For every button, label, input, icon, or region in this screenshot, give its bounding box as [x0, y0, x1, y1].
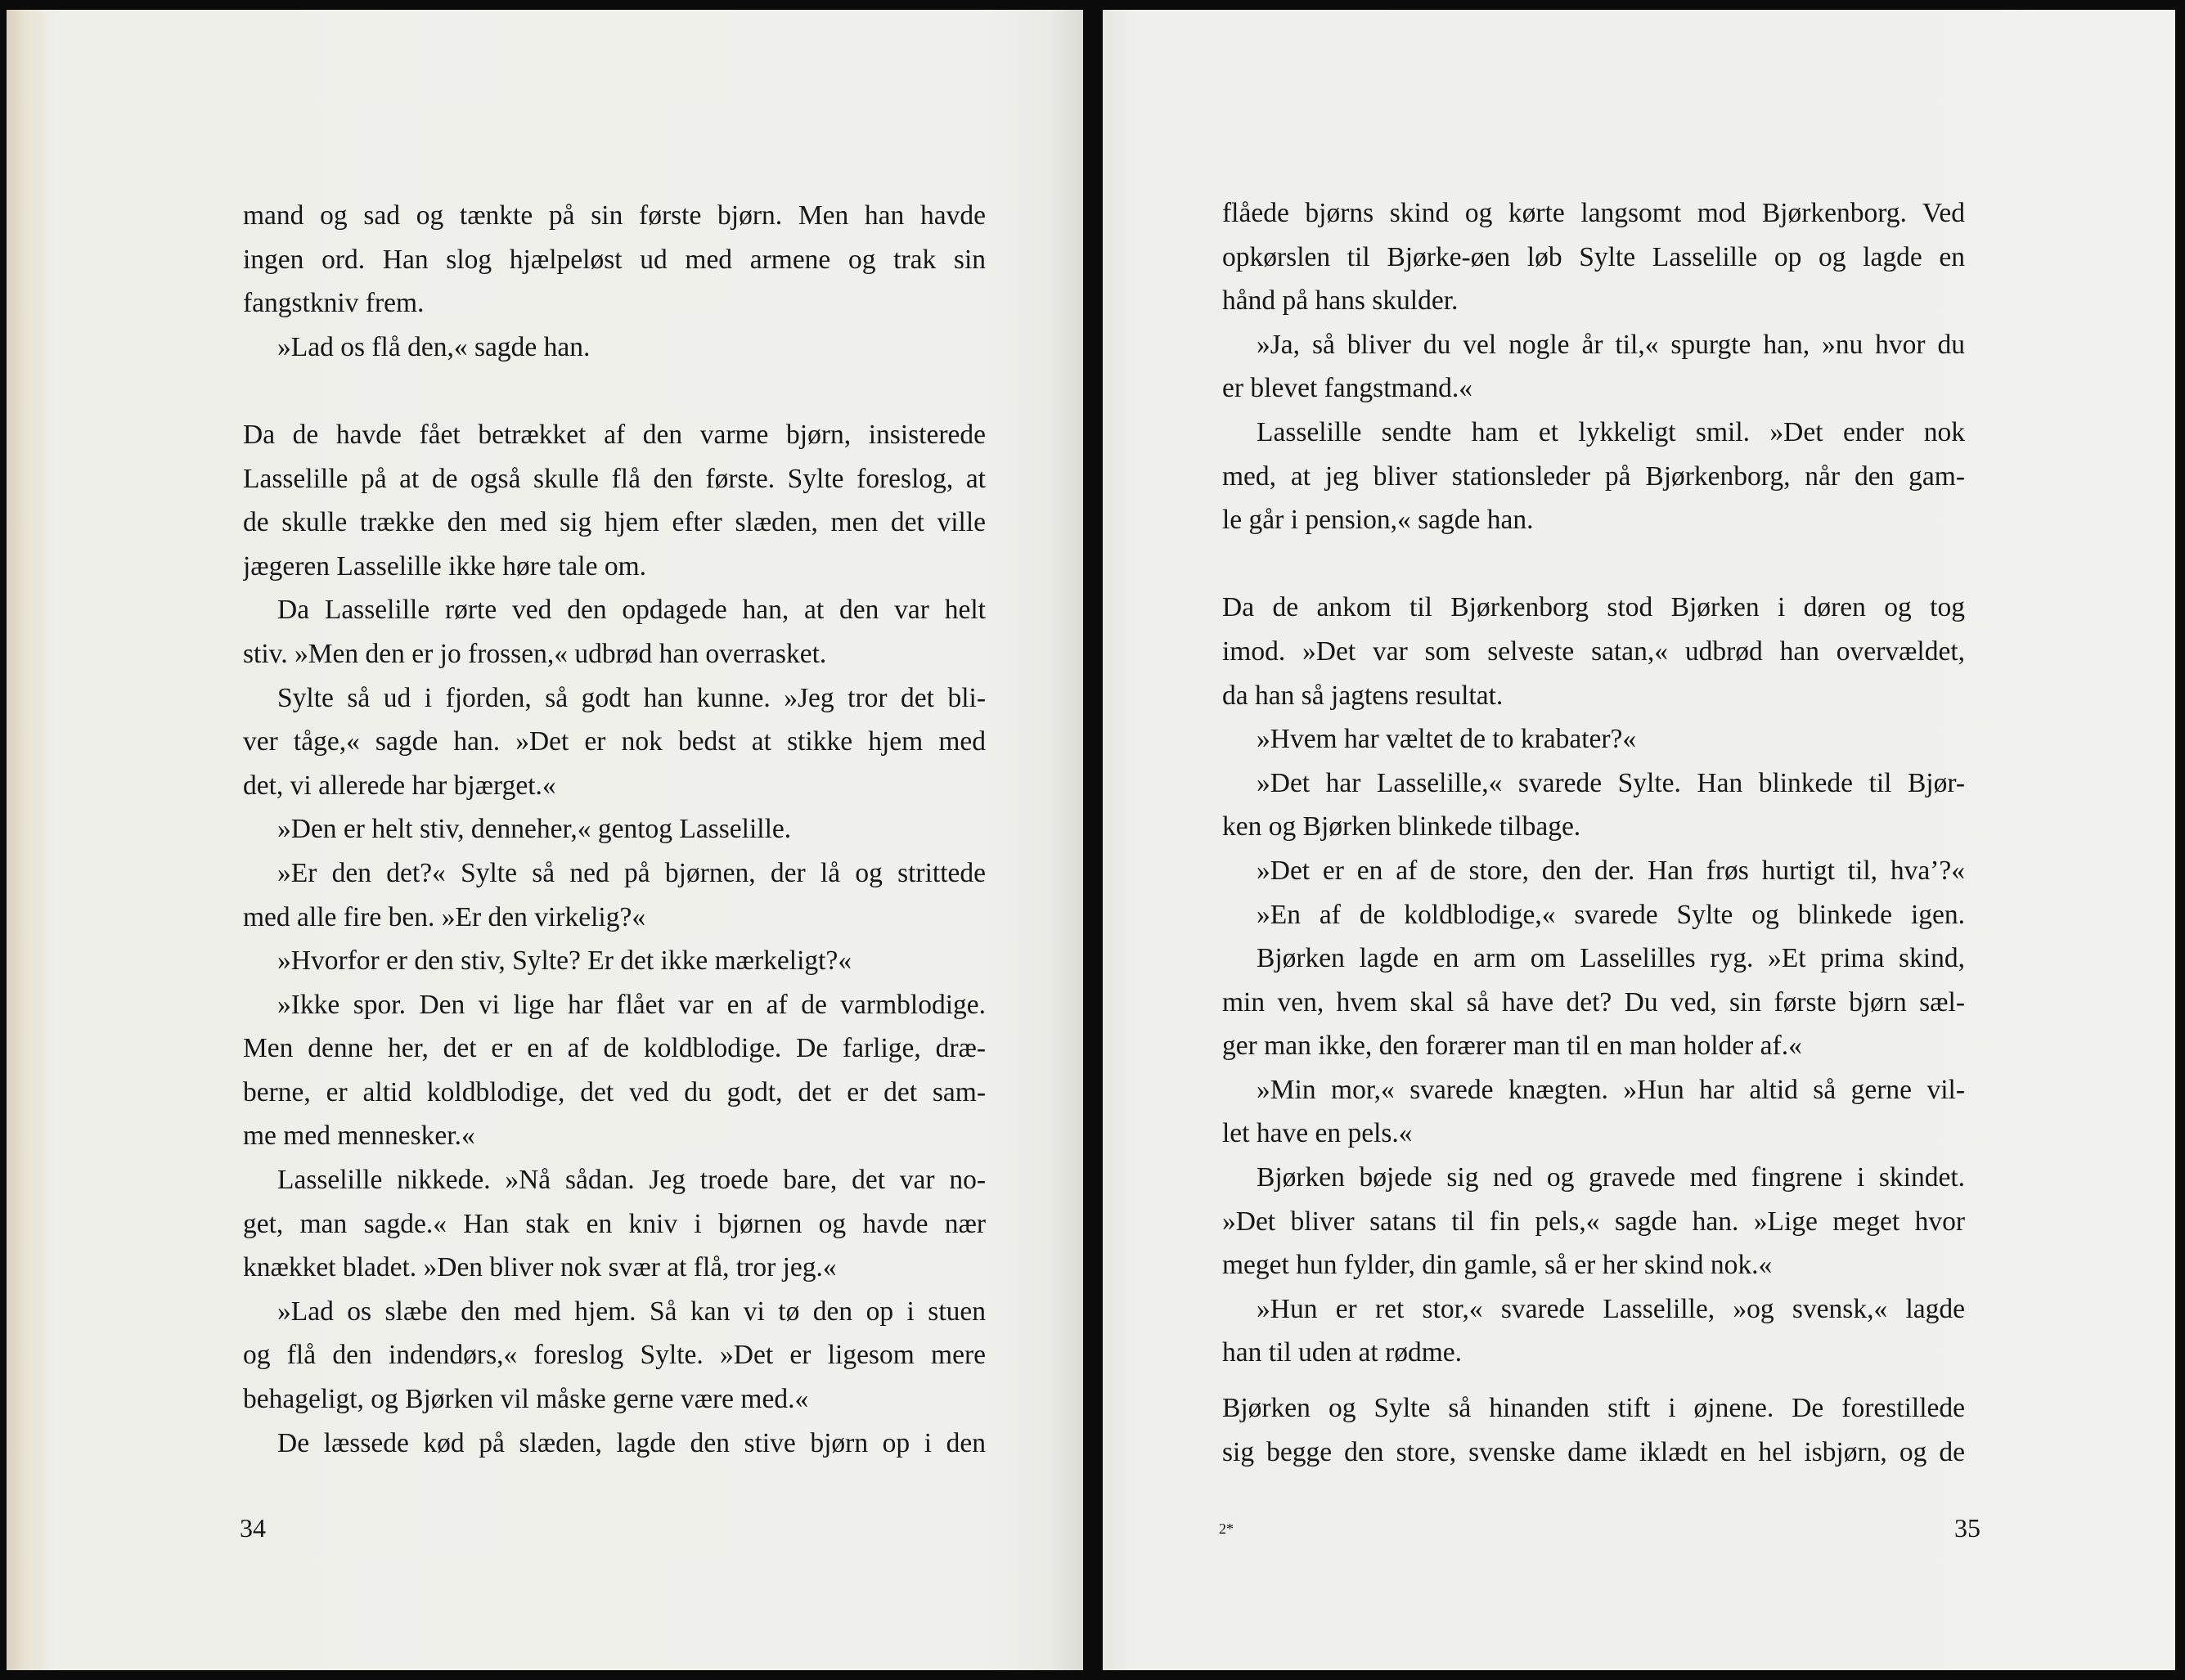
- text-line: Sylte så ud i fjorden, så godt han kunne. »Jeg tror det bli-: [277, 682, 986, 713]
- text-line: flåede bjørns skind og kørte langsomt mod Bjørkenborg. Ved: [1222, 198, 1965, 228]
- text-line: Bjørken bøjede sig ned og gravede med fingrene i skindet.: [1257, 1162, 1965, 1193]
- text-line: me med mennesker.«: [243, 1121, 475, 1152]
- text-line: og flå den indendørs,« foreslog Sylte. »Det er ligesom mere: [243, 1340, 986, 1371]
- text-line: »Er den det?« Sylte så ned på bjørnen, der lå og strittede: [277, 857, 986, 888]
- text-line: »Hun er ret stor,« svarede Lasselille, »og svensk,« lagde: [1257, 1293, 1965, 1324]
- text-line: »Min mor,« svarede knægten. »Hun har altid så gerne vil-: [1257, 1074, 1965, 1105]
- text-line: er blevet fangstmand.«: [1222, 373, 1473, 404]
- paragraph-gap: [1222, 542, 1965, 586]
- text-line: »Lad os slæbe den med hjem. Så kan vi tø den op i stuen: [277, 1296, 986, 1327]
- text-line: Lasselille nikkede. »Nå sådan. Jeg troede bare, det var no-: [277, 1165, 986, 1196]
- text-line: »Den er helt stiv, denneher,« gentog Lasselille.: [277, 814, 792, 845]
- text-line: da han så jagtens resultat.: [1222, 680, 1504, 711]
- text-line: meget hun fylder, din gamle, så er her skind nok.«: [1222, 1250, 1773, 1281]
- text-line: Da de havde fået betrækket af den varme bjørn, insisterede: [243, 419, 986, 450]
- text-line: han til uden at rødme.: [1222, 1337, 1463, 1368]
- text-line: berne, er altid koldblodige, det ved du godt, det er det sam-: [243, 1076, 986, 1107]
- text-line: »Hvem har væltet de to krabater?«: [1257, 724, 1637, 755]
- signature-mark: 2*: [1219, 1521, 1234, 1537]
- text-line: knækket bladet. »Den bliver nok svær at flå, tror jeg.«: [243, 1252, 837, 1283]
- text-line: imod. »Det var som selveste satan,« udbrød han overvældet,: [1222, 636, 1965, 667]
- text-line: hånd på hans skulder.: [1222, 285, 1459, 317]
- text-line: stiv. »Men den er jo frossen,« udbrød han overrasket.: [243, 638, 827, 669]
- text-line: jægeren Lasselille ikke høre tale om.: [243, 550, 647, 582]
- text-line: »En af de koldblodige,« svarede Sylte og blinkede igen.: [1257, 899, 1965, 930]
- gutter-shadow: [1050, 10, 1083, 1670]
- page-number-left: 34: [240, 1513, 266, 1543]
- left-page: [7, 10, 1083, 1670]
- page-number-right: 35: [1954, 1513, 1980, 1543]
- text-line: get, man sagde.« Han stak en kniv i bjørnen og havde nær: [243, 1208, 986, 1239]
- left-page-text: [243, 194, 986, 1465]
- text-line: De læssede kød på slæden, lagde den stive bjørn op i den: [277, 1427, 986, 1458]
- text-line: let have en pels.«: [1222, 1118, 1413, 1149]
- text-line: behageligt, og Bjørken vil måske gerne være med.«: [243, 1384, 809, 1415]
- text-line: »Lad os flå den,« sagde han.: [277, 331, 591, 362]
- text-line: ger man ikke, den forærer man til en man holder af.«: [1222, 1031, 1802, 1062]
- paragraph-gap: [243, 369, 986, 413]
- text-line: »Ikke spor. Den vi lige har flået var en af de varmblodige.: [277, 989, 986, 1020]
- text-line: sig begge den store, svenske dame iklædt en hel isbjørn, og de: [1222, 1436, 1965, 1467]
- text-line: ver tåge,« sagde han. »Det er nok bedst at stikke hjem med: [243, 726, 986, 757]
- text-line: mand og sad og tænkte på sin første bjørn. Men han havde: [243, 200, 986, 231]
- text-line: Lasselille sendte ham et lykkeligt smil. »Det ender nok: [1257, 416, 1965, 447]
- text-line: med alle fire ben. »Er den virkelig?«: [243, 901, 646, 932]
- text-line: Bjørken lagde en arm om Lasselilles ryg. »Et prima skind,: [1257, 943, 1965, 974]
- text-line: »Det har Lasselille,« svarede Sylte. Han blinkede til Bjør-: [1257, 767, 1965, 798]
- text-line: ken og Bjørken blinkede tilbage.: [1222, 811, 1581, 842]
- text-line: »Det er en af de store, den der. Han frøs hurtigt til, hva’?«: [1257, 855, 1965, 886]
- text-line: med, at jeg bliver stationsleder på Bjørkenborg, når den gam-: [1222, 460, 1965, 492]
- text-line: »Ja, så bliver du vel nogle år til,« spurgte han, »nu hvor du: [1257, 329, 1965, 360]
- right-page-text: [1222, 191, 1965, 1474]
- text-line: le går i pension,« sagde han.: [1222, 505, 1534, 536]
- paragraph-gap: [1222, 1375, 1965, 1386]
- text-line: ingen ord. Han slog hjælpeløst ud med armene og trak sin: [243, 244, 986, 275]
- right-page: [1103, 10, 2175, 1670]
- text-line: Bjørken og Sylte så hinanden stift i øjnene. De forestillede: [1222, 1393, 1965, 1424]
- text-line: de skulle trække den med sig hjem efter slæden, men det ville: [243, 507, 986, 538]
- text-line: min ven, hvem skal så have det? Du ved, sin første bjørn sæl-: [1222, 986, 1965, 1017]
- text-line: Da Lasselille rørte ved den opdagede han, at den var helt: [277, 595, 986, 626]
- text-line: Men denne her, det er en af de koldblodige. De farlige, dræ-: [243, 1033, 986, 1064]
- text-line: Da de ankom til Bjørkenborg stod Bjørken i døren og tog: [1222, 592, 1965, 623]
- text-line: opkørslen til Bjørke-øen løb Sylte Lasselille op og lagde en: [1222, 241, 1965, 272]
- text-line: »Det bliver satans til fin pels,« sagde han. »Lige meget hvor: [1222, 1206, 1965, 1237]
- text-line: det, vi allerede har bjærget.«: [243, 770, 556, 801]
- text-line: Lasselille på at de også skulle flå den første. Sylte foreslog, at: [243, 463, 986, 494]
- text-line: »Hvorfor er den stiv, Sylte? Er det ikke mærkeligt?«: [277, 946, 852, 977]
- text-line: fangstkniv frem.: [243, 288, 425, 319]
